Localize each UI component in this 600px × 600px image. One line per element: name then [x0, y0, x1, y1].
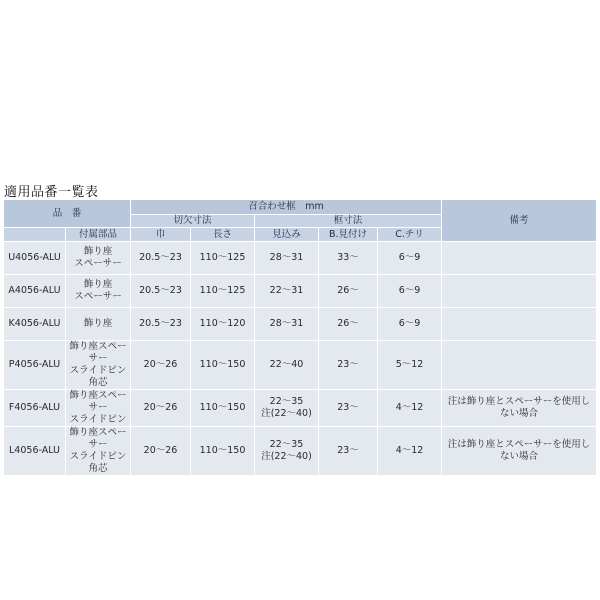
cell-note: [442, 341, 597, 390]
cell-c: 6～9: [378, 242, 442, 275]
part-line-2: スライドピン角芯: [69, 365, 127, 388]
cell-code: L4056-ALU: [4, 427, 66, 476]
cell-haba: 20.5～23: [131, 308, 191, 341]
part-line-1: 飾り座スペーサー: [69, 390, 127, 413]
table-row: [4, 341, 597, 390]
mikomi-line-1: 22～31: [269, 285, 304, 296]
header-waku: 框寸法: [255, 215, 442, 228]
header-hinban: 品 番: [4, 200, 131, 228]
table-row: [4, 242, 597, 275]
cell-note: [442, 390, 597, 427]
cell-b: 26～: [319, 308, 378, 341]
cell-c: 6～9: [378, 308, 442, 341]
cell-mikomi: [255, 341, 319, 390]
part-line-1: 飾り座スペーサー: [69, 427, 127, 450]
part-line-1: 飾り座: [83, 246, 113, 257]
header-naga: 長さ: [191, 228, 255, 242]
note-line-1: 注は飾り座とスペーサーを使用し: [447, 396, 591, 407]
header-mado: 召合わせ框 mm: [131, 200, 442, 215]
part-line-1: 飾り座スペーサー: [69, 341, 127, 364]
header-mikomi: 見込み: [255, 228, 319, 242]
table-title: 適用品番一覧表: [4, 185, 99, 200]
cell-c: 4～12: [378, 390, 442, 427]
table-row: [4, 427, 597, 476]
cell-parts: [66, 341, 131, 390]
part-line-2: スライドピン: [69, 414, 127, 425]
part-line-2: スライドピン角芯: [69, 451, 127, 474]
cell-naga: 110～120: [191, 308, 255, 341]
cell-naga: 110～150: [191, 427, 255, 476]
cell-mikomi: [255, 308, 319, 341]
cell-b: 26～: [319, 275, 378, 308]
cell-b: 23～: [319, 427, 378, 476]
cell-haba: 20～26: [131, 341, 191, 390]
cell-note: [442, 275, 597, 308]
cell-note: [442, 427, 597, 476]
table-row: [4, 308, 597, 341]
cell-haba: 20.5～23: [131, 275, 191, 308]
header-fuzoku: 付属部品: [66, 228, 131, 242]
cell-note: [442, 308, 597, 341]
cell-b: 23～: [319, 341, 378, 390]
table-row: [4, 390, 597, 427]
part-line-1: 飾り座: [83, 279, 113, 290]
cell-naga: 110～125: [191, 275, 255, 308]
cell-parts: [66, 275, 131, 308]
cell-code: F4056-ALU: [4, 390, 66, 427]
header-haba: 巾: [131, 228, 191, 242]
mikomi-line-1: 22～40: [269, 359, 304, 370]
mikomi-line-1: 22～35: [269, 439, 304, 450]
cell-code: A4056-ALU: [4, 275, 66, 308]
cell-note: [442, 242, 597, 275]
table-row: [4, 275, 597, 308]
cell-c: 6～9: [378, 275, 442, 308]
cell-c: 5～12: [378, 341, 442, 390]
cell-parts: [66, 427, 131, 476]
cell-code: U4056-ALU: [4, 242, 66, 275]
cell-mikomi: [255, 242, 319, 275]
note-line-1: 注は飾り座とスペーサーを使用し: [447, 439, 591, 450]
part-line-2: スペーサー: [74, 258, 122, 269]
cell-parts: [66, 390, 131, 427]
cell-mikomi: [255, 390, 319, 427]
cell-haba: 20～26: [131, 390, 191, 427]
cell-haba: 20～26: [131, 427, 191, 476]
mikomi-line-1: 22～35: [269, 396, 304, 407]
mikomi-line-1: 28～31: [269, 252, 304, 263]
cell-naga: 110～150: [191, 390, 255, 427]
cell-code: P4056-ALU: [4, 341, 66, 390]
cell-mikomi: [255, 275, 319, 308]
cell-parts: [66, 308, 131, 341]
cell-code: K4056-ALU: [4, 308, 66, 341]
cell-b: 23～: [319, 390, 378, 427]
mikomi-line-2: 注(22～40): [261, 451, 312, 462]
header-spacer: [4, 228, 66, 242]
header-c-chiri: C.チリ: [378, 228, 442, 242]
header-kiri: 切欠寸法: [131, 215, 255, 228]
mikomi-line-2: 注(22～40): [261, 408, 312, 419]
applicable-models-table: [3, 199, 597, 476]
cell-naga: 110～125: [191, 242, 255, 275]
part-line-2: スペーサー: [74, 291, 122, 302]
cell-b: 33～: [319, 242, 378, 275]
header-b-mitsuke: B.見付け: [319, 228, 378, 242]
cell-parts: [66, 242, 131, 275]
header-biko: 備考: [442, 200, 597, 242]
part-line-1: 飾り座: [83, 318, 113, 329]
mikomi-line-1: 28～31: [269, 318, 304, 329]
note-line-2: ない場合: [500, 451, 539, 462]
cell-naga: 110～150: [191, 341, 255, 390]
cell-mikomi: [255, 427, 319, 476]
cell-c: 4～12: [378, 427, 442, 476]
cell-haba: 20.5～23: [131, 242, 191, 275]
note-line-2: ない場合: [500, 408, 539, 419]
